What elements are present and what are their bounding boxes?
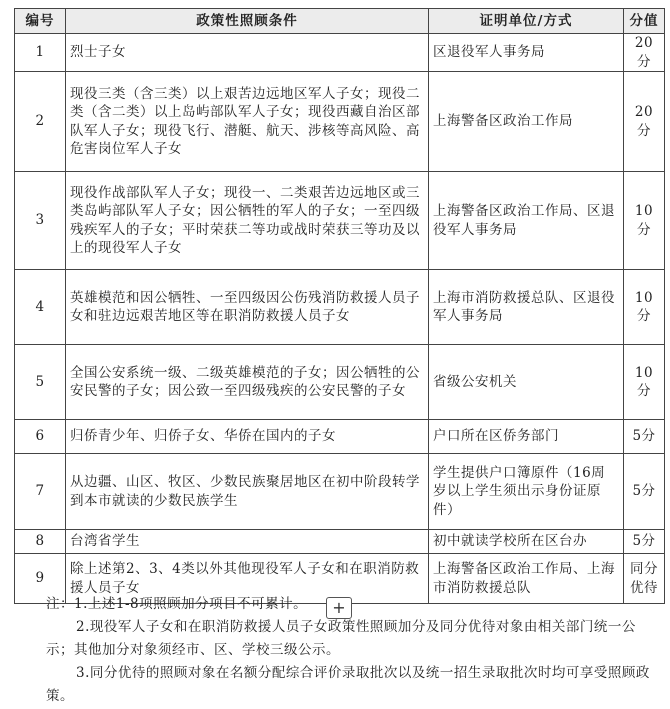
row-num: 5 xyxy=(15,345,66,420)
row-num: 3 xyxy=(15,172,66,270)
row-score: 20分 xyxy=(624,34,665,72)
row-unit: 上海警备区政治工作局 xyxy=(429,72,624,172)
row-num: 8 xyxy=(15,530,66,554)
note-1: 注：1.上述1-8项照顾加分项目不可累计。 xyxy=(46,596,308,612)
row-unit: 上海市消防救援总队、区退役军人事务局 xyxy=(429,270,624,345)
notes-section xyxy=(46,593,658,708)
header-num: 编号 xyxy=(15,9,66,34)
row-unit: 户口所在区侨务部门 xyxy=(429,420,624,454)
row-num: 4 xyxy=(15,270,66,345)
row-score: 20分 xyxy=(624,72,665,172)
table-row xyxy=(15,345,665,420)
row-score: 10分 xyxy=(624,345,665,420)
note-2: 2.现役军人子女和在职消防救援人员子女政策性照顾加分及同分优待对象由相关部门统一公示；其他加分对象须经市、区、学校三级公示。 xyxy=(46,619,636,658)
row-unit: 学生提供户口簿原件（16周岁以上学生须出示身份证原件） xyxy=(429,454,624,530)
table-header-row xyxy=(15,9,665,34)
note-3: 3.同分优待的照顾对象在名额分配综合评价录取批次以及统一招生录取批次时均可享受照顾政策。 xyxy=(46,665,650,704)
row-unit: 省级公安机关 xyxy=(429,345,624,420)
row-num: 2 xyxy=(15,72,66,172)
row-condition: 全国公安系统一级、二级英雄模范的子女；因公牺牲的公安民警的子女；因公致一至四级残疾的公安民警的子女 xyxy=(66,345,429,420)
table-row xyxy=(15,454,665,530)
row-num: 6 xyxy=(15,420,66,454)
row-condition: 现役作战部队军人子女；现役一、二类艰苦边远地区或三类岛屿部队军人子女；因公牺牲的军人的子女；一至四级残疾军人的子女；平时荣获二等功或战时荣获三等功及以上的现役军人子女 xyxy=(66,172,429,270)
row-condition: 英雄模范和因公牺牲、一至四级因公伤残消防救援人员子女和驻边远艰苦地区等在职消防救援人员子女 xyxy=(66,270,429,345)
header-score: 分值 xyxy=(624,9,665,34)
row-score: 10分 xyxy=(624,270,665,345)
row-condition: 现役三类（含三类）以上艰苦边远地区军人子女；现役二类（含二类）以上岛屿部队军人子女；现役西藏自治区部队军人子女；现役飞行、潜艇、航天、涉核等高风险、高危害岗位军人子女 xyxy=(66,72,429,172)
row-condition: 除上述第2、3、4类以外其他现役军人子女和在职消防救援人员子女 xyxy=(66,554,429,604)
plus-icon[interactable]: + xyxy=(326,597,352,619)
table-row xyxy=(15,72,665,172)
row-condition: 台湾省学生 xyxy=(66,530,429,554)
header-unit: 证明单位/方式 xyxy=(429,9,624,34)
row-condition: 烈士子女 xyxy=(66,34,429,72)
row-score: 5分 xyxy=(624,454,665,530)
row-unit: 初中就读学校所在区台办 xyxy=(429,530,624,554)
policy-table xyxy=(14,8,665,604)
table-row xyxy=(15,172,665,270)
row-unit: 上海警备区政治工作局、区退役军人事务局 xyxy=(429,172,624,270)
table-row xyxy=(15,530,665,554)
row-unit: 上海警备区政治工作局、上海市消防救援总队 xyxy=(429,554,624,604)
row-score: 5分 xyxy=(624,420,665,454)
row-num: 1 xyxy=(15,34,66,72)
row-score: 同分优待 xyxy=(624,554,665,604)
table-row xyxy=(15,34,665,72)
table-row xyxy=(15,420,665,454)
table-row xyxy=(15,270,665,345)
row-num: 7 xyxy=(15,454,66,530)
row-num: 9 xyxy=(15,554,66,604)
row-score: 5分 xyxy=(624,530,665,554)
row-condition: 归侨青少年、归侨子女、华侨在国内的子女 xyxy=(66,420,429,454)
row-unit: 区退役军人事务局 xyxy=(429,34,624,72)
row-condition: 从边疆、山区、牧区、少数民族聚居地区在初中阶段转学到本市就读的少数民族学生 xyxy=(66,454,429,530)
row-score: 10分 xyxy=(624,172,665,270)
header-condition: 政策性照顾条件 xyxy=(66,9,429,34)
